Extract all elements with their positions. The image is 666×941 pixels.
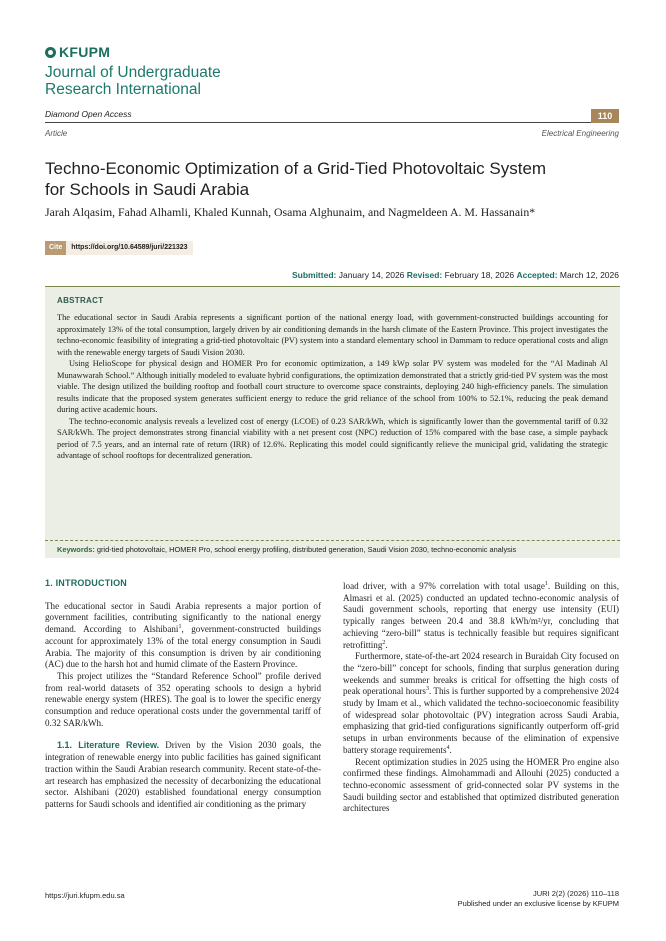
body-paragraph: Recent optimization studies in 2025 using the HOMER Pro engine also confirmed these findings. Almohammadi and Allouhi (2025) conducted a techno-economic assessment of grid-connected solar PV systems in the Saudi building sector and established that optimized distributed generation architectures — [343, 756, 619, 814]
revised-label: Revised: — [406, 270, 443, 280]
footer-license-text: Published under an exclusive license by KFUPM — [457, 899, 619, 908]
citation-ref[interactable]: 2 — [382, 639, 386, 646]
subsection-heading: 1.1. Literature Review. — [57, 740, 160, 751]
paragraph-text: load driver, with a 97% correlation with total usage — [343, 581, 545, 591]
abstract-body — [57, 312, 608, 462]
citation-ref[interactable]: 1 — [178, 624, 182, 631]
doi-link[interactable]: https://doi.org/10.64589/juri/221323 — [66, 241, 192, 255]
body-paragraph — [45, 601, 321, 671]
paragraph-text: . Building on this, Almasri et al. (2025) conducted an updated techno-economic analysis of Saudi government schools, reporting that energy use intensity (EUI) typically ranges between 20.4 and 38.8 kWh/m²/yr, concluding that achieving “zero-bill” status is technically feasible but requires significant retrofitting — [343, 581, 619, 650]
abstract-paragraph: The techno-economic analysis reveals a levelized cost of energy (LCOE) of 0.23 SAR/kWh, which is significantly lower than the governmental tariff of 0.32 SAR/kWh. The project demonstrates strong financial viability with a net present cost (NPC) reduction of 15% compared with the base case, a simple payback period of 7.5 years, and an internal rate of return (IRR) of 12.6%. Replicating this model could significantly relieve the municipal grid, validating the strategic advantage of school rooftops for decentralized generation. — [57, 416, 608, 460]
kfupm-logo-icon — [45, 47, 56, 58]
abstract-paragraph: The educational sector in Saudi Arabia represents a significant portion of the national energy load, with government-constructed buildings accounting for approximately 13% of the total consumption, largely driven by air conditioning demands in the harsh climate of the Eastern Province. This project investigates the techno-economic feasibility of integrating a grid-tied photovoltaic (PV) system into a standard elementary school in Dammam to reduce operational costs and align with the renewable energy targets of Saudi Vision 2030. — [57, 313, 608, 357]
body-paragraph: Furthermore, state-of-the-art 2024 research in Buraidah City focused on the “zero-bill” concept for schools, finding that surplus generation during weekends and summer breaks is critical for offsetting the high costs of peak operational hours$^3$. This is further supported by a comprehensive 2024 study by Imam et al., which validated the techno-socioeconomic feasibility of widespread solar photovoltaic (PV) integration across Saudi Arabia, emphasizing that grid-tied configurations significantly outperform off-grid setups in urban environments because of the elimination of expensive battery storage requirements$^4$. — [343, 651, 620, 755]
section-heading: 1. INTRODUCTION — [45, 578, 128, 588]
page-number-badge: 110 — [591, 109, 619, 123]
footer-citation — [458, 889, 619, 909]
cite-box — [45, 241, 193, 255]
article-title — [45, 158, 619, 200]
journal-name — [45, 64, 221, 98]
paragraph-text: The educational sector in Saudi Arabia represents a major portion of government facilities, contributing significantly to the national energy demand. According to Alshibani — [45, 600, 321, 635]
article-type: Article — [45, 129, 68, 138]
paragraph-text: . This is further supported by a comprehensive 2024 study by Imam et al., which validated the techno-socioeconomic feasibility of widespread solar photovoltaic (PV) integration across Saudi Arabia, emphasizing that grid-tied configurations significantly outperform off-grid setups in urban environments because of the elimination of expensive battery storage requirements — [343, 686, 620, 755]
title-line1: Techno-Economic Optimization of a Grid-Tied Photovoltaic System — [45, 159, 547, 178]
submitted-date: January 14, 2026 — [338, 270, 405, 280]
citation-ref[interactable]: 3 — [425, 686, 429, 693]
citation-ref[interactable]: 1 — [544, 580, 548, 587]
keywords-list: grid-tied photovoltaic, HOMER Pro, school energy profiling, distributed generation, Saudi Vision 2030, techno-economic analysis — [96, 545, 517, 554]
citation-ref[interactable]: 4 — [446, 744, 450, 751]
footer-citation-text: JURI 2(2) (2026) 110–118 — [532, 889, 619, 898]
abstract-divider — [45, 540, 620, 541]
logo-text: KFUPM — [59, 44, 111, 60]
journal-logo — [45, 44, 110, 60]
body-paragraph: This project utilizes the “Standard Reference School” profile derived from real-world datasets of 352 operating schools to design a hybrid renewable energy system (HRES). The goal is to lower the specific energy consumption and reduce operational costs under the governmental tariff of 0.32 SAR/kWh. — [45, 670, 321, 728]
body-column-left — [45, 578, 321, 811]
paragraph-text: Driven by the Vision 2030 goals, the integration of renewable energy into public facilities has gained significant traction within the Saudi Arabian research community. Recent state-of-the-art research has emphasized the necessity of decarbonizing the educational sector. Alshibani (2020) established foundational energy consumption patterns for Saudi schools and identified air conditioning as the primary — [45, 740, 321, 809]
abstract-paragraph: Using HelioScope for physical design and HOMER Pro for economic optimization, a 149 kWp solar PV system was modeled for the “Al Madinah Al Munawwarah School.” Although initially modeled to evaluate hybrid configurations, the optimization demonstrated that a strictly grid-tied PV system was the most viable. The design utilized the building rooftop and football court structure to overcome space constraints, deploying 240 high-efficiency panels. The simulation results indicate that the proposed system generates sufficient energy to reduce the grid reliance of the school from 100% to 52.1%, reducing the peak demand during active academic hours. — [57, 359, 608, 414]
submitted-label: Submitted: — [291, 270, 337, 280]
body-column-right — [343, 581, 619, 815]
article-meta-row — [45, 129, 619, 138]
body-paragraph — [45, 740, 321, 810]
accepted-label: Accepted: — [516, 270, 558, 280]
keywords-label: Keywords: — [57, 545, 95, 554]
abstract-heading: ABSTRACT — [57, 296, 104, 305]
journal-name-line1: Journal of Undergraduate — [45, 64, 221, 81]
cite-label: Cite — [45, 241, 66, 255]
accepted-date: March 12, 2026 — [559, 270, 619, 280]
access-bar — [45, 109, 619, 123]
journal-name-line2: Research International — [45, 81, 201, 98]
body-paragraph: load driver, with a 97% correlation with total usage$^1$. Building on this, Almasri et al. (2025) conducted an updated techno-economic analysis of Saudi government schools, reporting that energy use intensity (EUI) typically ranges between 20.4 and 38.8 kWh/m²/yr, concluding that achieving “zero-bill” status is technically feasible but requires significant retrofitting$^2$. — [343, 580, 619, 650]
paragraph-text: , government-constructed buildings account for approximately 13% of the total energy consumption in Saudi Arabia. The majority of this consumption is driven by air conditioning (AC) due to the harsh hot and humid climate of the Eastern Province. — [45, 624, 321, 670]
article-dates — [292, 270, 619, 280]
paragraph-text: Furthermore, state-of-the-art 2024 research in Buraidah City focused on the “zero-bill” concept for schools, finding that surplus generation during weekends and summer breaks is critical for offsetting the high costs of peak operational hours — [343, 651, 619, 697]
title-line2: for Schools in Saudi Arabia — [45, 180, 250, 199]
footer-url-link[interactable]: https://juri.kfupm.edu.sa — [45, 891, 125, 900]
revised-date: February 18, 2026 — [444, 270, 515, 280]
keywords-line — [57, 545, 612, 554]
author-list: Jarah Alqasim, Fahad Alhamli, Khaled Kunnah, Osama Alghunaim, and Nagmeldeen A. M. Hassanain* — [45, 205, 536, 219]
abstract-box — [45, 286, 620, 558]
subject-area: Electrical Engineering — [541, 129, 619, 138]
access-label: Diamond Open Access — [45, 109, 132, 119]
